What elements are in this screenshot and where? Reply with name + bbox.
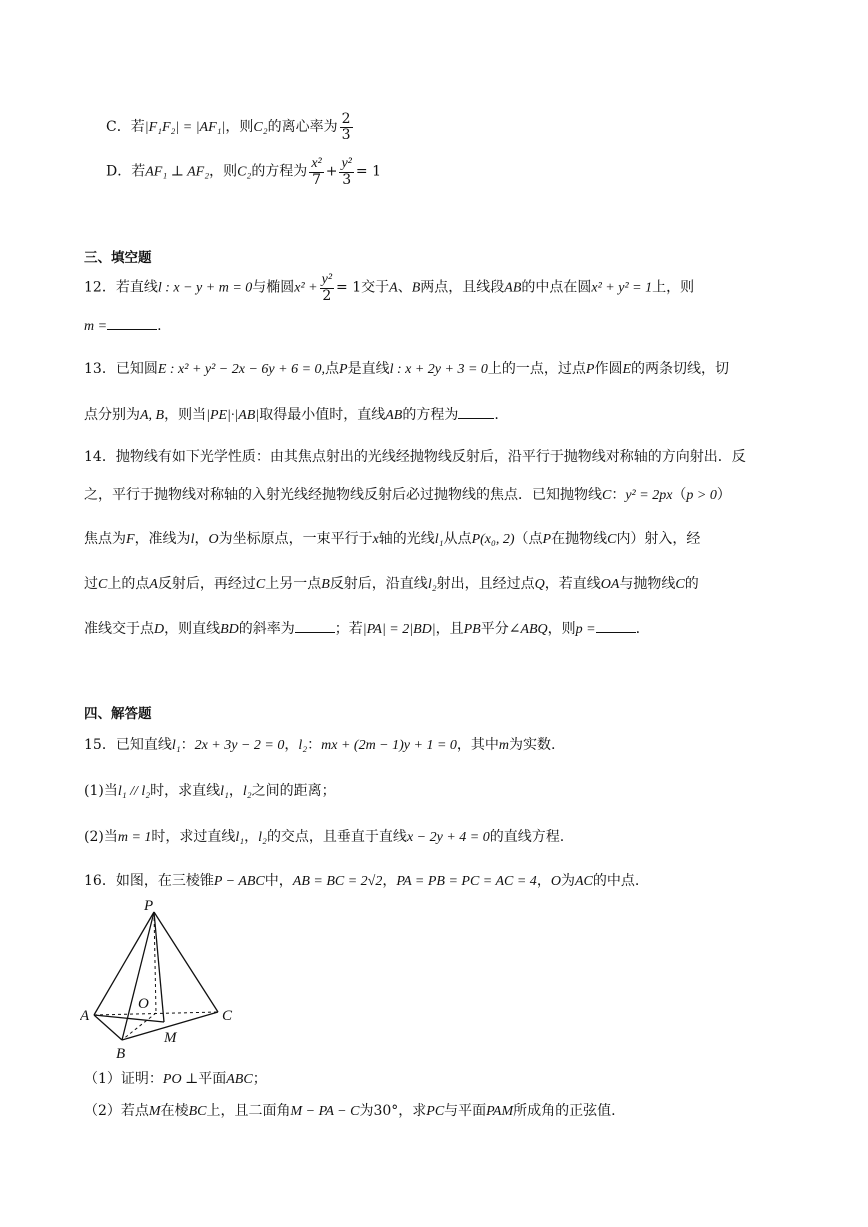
- text-fragment: AF₁ ⊥ AF₂: [145, 164, 210, 180]
- text-fragment: 30°: [373, 1103, 399, 1119]
- text-fragment: O: [208, 532, 219, 547]
- question-14-line5: [84, 618, 640, 638]
- text-fragment: 在抛物线: [551, 531, 608, 547]
- label-m: M: [164, 1030, 177, 1046]
- text-fragment: l: [190, 532, 195, 547]
- label-c: C: [222, 1008, 233, 1024]
- text-fragment: 3: [341, 126, 351, 143]
- text-fragment: P: [339, 362, 348, 377]
- text-fragment: p =: [575, 622, 596, 637]
- text-fragment: 平分: [480, 621, 509, 637]
- edge-pc: [154, 912, 218, 1012]
- text-fragment: （点: [514, 531, 543, 547]
- text-fragment: 取得最小值时，直线: [259, 407, 386, 423]
- text-fragment: 为实数.: [509, 737, 556, 753]
- text-fragment: x² + y² = 1: [591, 280, 653, 296]
- text-fragment: 从点: [443, 531, 472, 547]
- text-fragment: = 1: [355, 163, 381, 180]
- question-13: [84, 358, 729, 378]
- text-fragment: 上，则: [652, 279, 695, 296]
- answer-blank: [596, 632, 636, 633]
- text-fragment: 的中点在圆: [521, 279, 592, 296]
- text-fragment: E : x² + y² − 2x − 6y + 6 = 0,: [157, 362, 326, 377]
- text-fragment: OA: [600, 577, 620, 592]
- text-fragment: l₂: [298, 738, 308, 753]
- edge-ab: [94, 1015, 122, 1040]
- text-fragment: 平面: [198, 1071, 227, 1087]
- text-fragment: P: [542, 532, 552, 547]
- text-fragment: l₁: [235, 830, 245, 845]
- text-fragment: 反射后，沿直线: [329, 576, 428, 592]
- text-fragment: 的斜率为: [238, 621, 295, 637]
- text-fragment: ，则当: [164, 407, 207, 423]
- question-14-line2: [84, 484, 731, 504]
- edge-am-solid: [94, 1015, 164, 1022]
- text-fragment: 上的一点，过点: [487, 361, 586, 377]
- text-fragment: M − PA − C: [290, 1104, 360, 1119]
- text-fragment: x²: [311, 156, 322, 171]
- question-16-part2: [84, 1100, 616, 1120]
- text-fragment: （2）若点: [84, 1103, 149, 1119]
- text-fragment: PB: [463, 622, 481, 637]
- text-fragment: 的离心率为: [267, 119, 338, 136]
- text-fragment: C: [98, 577, 108, 592]
- text-fragment: 在棱: [160, 1103, 189, 1119]
- text-fragment: （1）证明：: [84, 1071, 163, 1087]
- text-fragment: 射出，且经过点: [436, 576, 535, 592]
- text-fragment: E: [622, 362, 632, 377]
- text-fragment: 是直线: [347, 361, 390, 377]
- text-fragment: ，若直线: [544, 576, 601, 592]
- question-12-line2: [84, 318, 162, 335]
- text-fragment: 两点，且线段: [420, 279, 505, 296]
- text-fragment: ，准线为: [134, 531, 191, 547]
- text-fragment: 若: [131, 163, 146, 180]
- text-fragment: ，: [244, 829, 259, 845]
- text-fragment: 点: [325, 361, 340, 377]
- text-fragment: PA = PB = PC = AC = 4: [396, 874, 537, 889]
- label-o: O: [138, 996, 149, 1012]
- text-fragment: 作圆: [594, 361, 623, 377]
- text-fragment: ；若: [334, 621, 363, 637]
- text-fragment: m: [498, 738, 510, 753]
- question-12: [84, 272, 694, 303]
- text-fragment: 与抛物线: [619, 576, 676, 592]
- text-fragment: 2x + 3y − 2 = 0: [194, 738, 285, 753]
- text-fragment: C₂: [253, 120, 268, 136]
- text-fragment: 内）射入，经: [616, 531, 701, 547]
- section-heading-solutions: 四、解答题: [84, 706, 152, 722]
- question-16: [84, 870, 639, 890]
- text-fragment: l₂: [242, 784, 252, 799]
- label-b: B: [116, 1046, 126, 1062]
- question-14-line1: 14．抛物线有如下光学性质：由其焦点射出的光线经抛物线反射后，沿平行于抛物线对称轴的方向射出．反: [84, 449, 746, 465]
- text-fragment: 与椭圆: [252, 279, 295, 296]
- text-fragment: ：: [307, 737, 322, 753]
- text-fragment: 与平面: [444, 1103, 487, 1119]
- text-fragment: 、: [397, 279, 412, 296]
- text-fragment: D: [154, 622, 165, 637]
- text-fragment: mx + (2m − 1)y + 1 = 0: [321, 738, 457, 753]
- text-fragment: 过: [84, 576, 98, 592]
- text-fragment: 点分别为: [84, 407, 140, 423]
- text-fragment: 上的点: [107, 576, 150, 592]
- text-fragment: 15．已知直线: [84, 737, 172, 753]
- text-fragment: ，则: [209, 163, 238, 180]
- text-fragment: 准线交于点: [84, 621, 154, 637]
- text-fragment: l₂: [258, 830, 267, 845]
- text-fragment: y² = 2px: [625, 488, 673, 503]
- text-fragment: 的两条切线，切: [631, 361, 730, 377]
- text-fragment: 的交点，且垂直于直线: [266, 829, 407, 845]
- text-fragment: .: [635, 621, 641, 637]
- text-fragment: l : x + 2y + 3 = 0: [389, 362, 488, 377]
- text-fragment: 之，平行于抛物线对称轴的入射光线经抛物线反射后必过抛物线的焦点．已知抛物线: [84, 487, 602, 503]
- text-fragment: ：: [180, 737, 195, 753]
- text-fragment: PAM: [486, 1104, 514, 1119]
- text-fragment: 的方程为: [251, 163, 308, 180]
- text-fragment: C: [607, 532, 617, 547]
- text-fragment: 13．已知圆: [84, 361, 158, 377]
- text-fragment: 为坐标原点，一束平行于: [218, 531, 373, 547]
- text-fragment: |PE|·|AB|: [206, 408, 260, 423]
- option-d: [106, 156, 381, 187]
- text-fragment: C．: [106, 119, 131, 136]
- text-fragment: C: [675, 577, 685, 592]
- text-fragment: 12．若直线: [84, 279, 158, 296]
- question-13-line2: [84, 404, 499, 424]
- text-fragment: 中，: [264, 873, 293, 889]
- text-fragment: 时，求直线: [150, 783, 221, 799]
- text-fragment: ，: [382, 873, 397, 889]
- text-fragment: AB: [504, 280, 522, 296]
- text-fragment: 上另一点: [265, 576, 322, 592]
- text-fragment: ，且: [435, 621, 464, 637]
- text-fragment: 的中点.: [592, 873, 640, 889]
- fraction: [340, 112, 353, 142]
- text-fragment: D．: [106, 163, 132, 180]
- text-fragment: 的: [684, 576, 699, 592]
- text-fragment: BD: [220, 622, 239, 637]
- text-fragment: Q: [534, 577, 545, 592]
- text-fragment: l : x − y + m = 0: [157, 280, 253, 296]
- text-fragment: AC: [574, 874, 593, 889]
- text-fragment: ，则: [547, 621, 576, 637]
- text-fragment: 所成角的正弦值.: [513, 1103, 616, 1119]
- text-fragment: ，: [536, 873, 551, 889]
- text-fragment: P(x₀, 2): [471, 532, 515, 547]
- text-fragment: 7: [312, 171, 321, 188]
- text-fragment: AB = BC = 2√2: [292, 874, 383, 889]
- text-fragment: P: [585, 362, 595, 377]
- text-fragment: 的方程为: [402, 407, 459, 423]
- text-fragment: M: [148, 1104, 161, 1119]
- text-fragment: 若: [130, 119, 145, 136]
- text-fragment: ，其中: [456, 737, 499, 753]
- pyramid-figure: [80, 900, 250, 1065]
- text-fragment: ：: [611, 487, 626, 503]
- section-heading-fill-in: 三、填空题: [84, 250, 152, 266]
- label-a: A: [80, 1008, 90, 1024]
- text-fragment: l₁: [220, 784, 229, 799]
- text-fragment: l₂: [427, 577, 437, 592]
- text-fragment: BC: [188, 1104, 207, 1119]
- text-fragment: 为: [560, 873, 575, 889]
- question-16-part1: [84, 1068, 267, 1088]
- answer-blank: [458, 418, 494, 419]
- text-fragment: x² +: [294, 280, 318, 296]
- text-fragment: AB: [385, 408, 403, 423]
- text-fragment: ，求: [398, 1103, 427, 1119]
- text-fragment: ，: [284, 737, 299, 753]
- text-fragment: C₂: [237, 164, 252, 180]
- answer-blank: [107, 329, 157, 330]
- text-fragment: A, B: [140, 408, 165, 423]
- text-fragment: 之间的距离；: [251, 783, 336, 799]
- question-15: [84, 734, 555, 754]
- text-fragment: P − ABC: [213, 874, 265, 889]
- text-fragment: .: [494, 407, 499, 423]
- text-fragment: 焦点为: [84, 531, 126, 547]
- answer-blank: [295, 632, 335, 633]
- text-fragment: ）: [716, 487, 731, 503]
- text-fragment: B: [411, 280, 421, 296]
- text-fragment: ；: [252, 1071, 267, 1087]
- text-fragment: |F₁F₂| = |AF₁|: [144, 120, 226, 136]
- text-fragment: ，: [228, 783, 243, 799]
- text-fragment: A: [389, 280, 398, 296]
- question-14-line3: [84, 528, 700, 548]
- text-fragment: 的直线方程.: [489, 829, 565, 845]
- option-c: [106, 112, 355, 142]
- text-fragment: C: [255, 577, 266, 592]
- text-fragment: B: [321, 577, 330, 592]
- question-14-line4: [84, 573, 699, 593]
- text-fragment: PC: [426, 1104, 445, 1119]
- text-fragment: |PA| = 2|BD|: [362, 622, 436, 637]
- text-fragment: (2)当: [84, 829, 118, 845]
- text-fragment: 上，且二面角: [206, 1103, 291, 1119]
- text-fragment: l₁ // l₂: [117, 784, 151, 799]
- text-fragment: +: [325, 163, 338, 180]
- text-fragment: 为: [359, 1103, 374, 1119]
- text-fragment: = 1: [336, 279, 362, 296]
- text-fragment: ，: [194, 531, 209, 547]
- text-fragment: p > 0: [686, 488, 717, 503]
- text-fragment: C: [602, 488, 612, 503]
- text-fragment: l₁: [171, 738, 181, 753]
- text-fragment: ，则: [225, 119, 254, 136]
- fraction: [309, 156, 323, 187]
- text-fragment: ，则直线: [164, 621, 221, 637]
- text-fragment: O: [550, 874, 561, 889]
- text-fragment: (1)当: [84, 783, 118, 799]
- text-fragment: ∠ABQ: [508, 622, 548, 637]
- text-fragment: PO ⊥: [162, 1072, 199, 1087]
- text-fragment: 2: [341, 111, 351, 127]
- fraction: [339, 156, 353, 187]
- text-fragment: ABC: [226, 1072, 253, 1087]
- text-fragment: x − 2y + 4 = 0: [406, 830, 490, 845]
- text-fragment: 交于: [361, 279, 390, 296]
- text-fragment: 16．如图，在三棱锥: [84, 873, 214, 889]
- text-fragment: y²: [321, 272, 333, 287]
- text-fragment: 轴的光线: [378, 531, 435, 547]
- text-fragment: 3: [342, 171, 352, 188]
- text-fragment: m =: [84, 319, 108, 334]
- fraction: [320, 272, 334, 303]
- text-fragment: l₁: [434, 532, 444, 547]
- text-fragment: y²: [341, 156, 352, 171]
- text-fragment: x: [372, 532, 379, 547]
- text-fragment: 2: [322, 287, 332, 304]
- text-fragment: 时，求过直线: [151, 829, 236, 845]
- text-fragment: .: [157, 318, 162, 334]
- text-fragment: 反射后，再经过: [157, 576, 256, 592]
- question-15-part2: [84, 826, 564, 846]
- label-p: P: [144, 900, 154, 914]
- question-15-part1: [84, 780, 336, 800]
- text-fragment: （: [672, 487, 687, 503]
- text-fragment: A: [149, 577, 158, 592]
- text-fragment: m = 1: [117, 830, 152, 845]
- text-fragment: F: [126, 532, 135, 547]
